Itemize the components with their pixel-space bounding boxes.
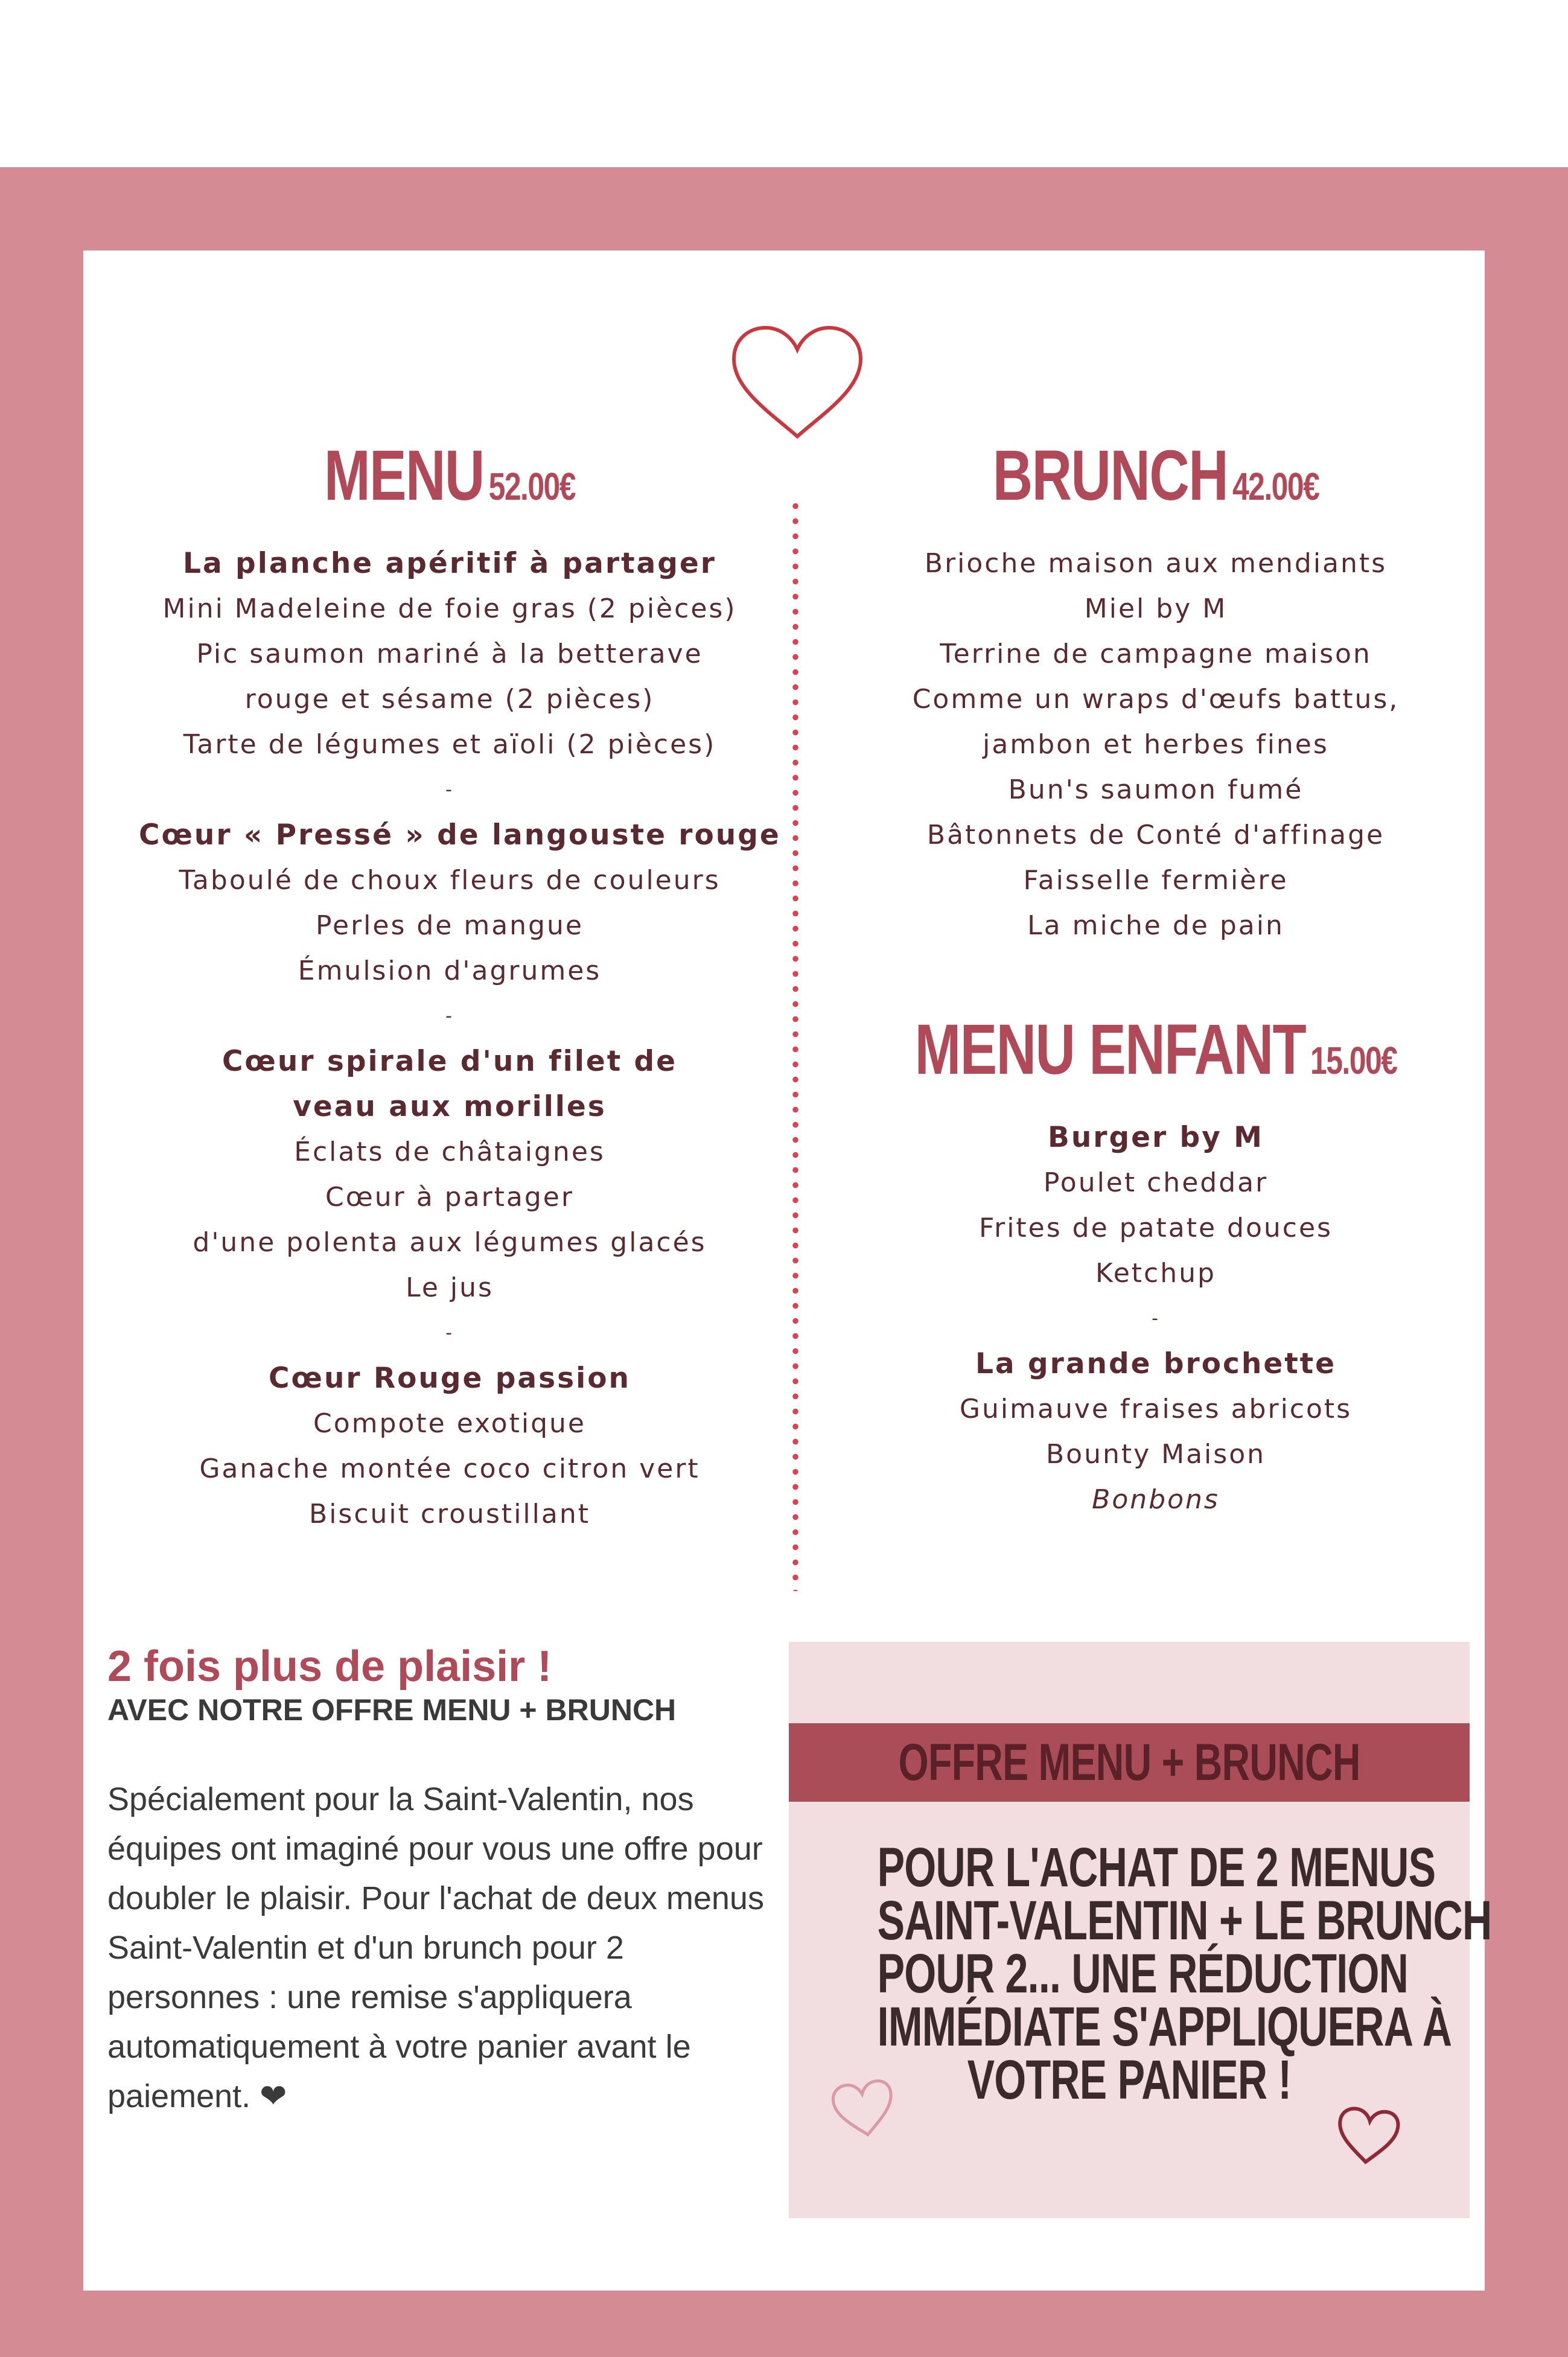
menu-heading [207,435,692,517]
enfant-item-line: Bounty Maison [1045,1439,1266,1470]
brunch-item-line: Bun's saumon fumé [1008,774,1304,805]
enfant-item-line: La grande brochette [975,1347,1337,1380]
offer-line: VOTRE PANIER ! [967,2049,1292,2111]
menu-item-line: Pic saumon mariné à la betterave [196,639,703,669]
promo-text: Spécialement pour la Saint-Valentin, nos équipes ont imaginé pour vous une offre pour doubler le plaisir. Pour l'achat de deux menus Saint-Valentin et d'un brunch pour 2 personnes : une remise s'appliquera automatiquement à votre panier avant le paiement. ❤ [107,1781,764,2114]
offer-line: SAINT-VALENTIN + LE BRUNCH [877,1890,1492,1951]
enfant-item-line: Poulet cheddar [1043,1167,1269,1198]
enfant-item-line: Frites de patate douces [979,1213,1333,1243]
brunch-item-line: La miche de pain [1027,910,1284,941]
menu-items [139,541,781,1537]
menu-item-line: Biscuit croustillant [309,1499,590,1529]
menu-item-line: Tarte de légumes et aïoli (2 pièces) [183,729,716,760]
menu-price: 52.00€ [488,465,575,508]
enfant-title: MENU ENFANT [914,1010,1306,1089]
brunch-item-line: jambon et herbes fines [983,729,1329,760]
enfant-item-line: Guimauve fraises abricots [959,1394,1353,1424]
menu-item-line: d'une polenta aux légumes glacés [193,1227,707,1258]
promo-section [107,1642,777,2121]
brunch-items [845,541,1467,948]
brunch-title: BRUNCH [992,436,1228,515]
dotted-divider [791,499,800,1591]
enfant-item-line: Ketchup [1095,1258,1216,1289]
brunch-item-line: Miel by M [1084,593,1228,624]
menu-item-line: Cœur spirale d'un filet de [221,1045,678,1078]
menu-item-line: Cœur à partager [325,1182,574,1213]
menu-item-line: Ganache montée coco citron vert [199,1453,700,1484]
brunch-item-line: Bâtonnets de Conté d'affinage [926,820,1385,850]
offer-line: POUR 2... UNE RÉDUCTION [877,1943,1409,2005]
enfant-items [845,1115,1467,1522]
promo-title: 2 fois plus de plaisir ! [107,1642,552,1691]
menu-item-line: Perles de mangue [316,910,584,941]
enfant-heading [913,1009,1398,1091]
brunch-item-line: Terrine de campagne maison [940,639,1372,669]
menu-item-line: Cœur « Pressé » de langouste rouge [139,818,781,852]
offer-band [789,1723,1470,1802]
menu-item-line: Taboulé de choux fleurs de couleurs [179,865,721,896]
enfant-item-line: Burger by M [1048,1121,1264,1154]
heart-icon [729,323,865,444]
enfant-item-line: Bonbons [1092,1484,1220,1515]
menu-item-line: Cœur Rouge passion [269,1362,631,1395]
brunch-item-line: Faisselle fermière [1023,865,1289,896]
menu-item-line: - [445,779,454,800]
offer-line: POUR L'ACHAT DE 2 MENUS [877,1837,1436,1898]
menu-item-line: La planche apéritif à partager [183,547,716,580]
enfant-price: 15.00€ [1310,1039,1397,1082]
brunch-column [845,435,1467,1522]
menu-item-line: Émulsion d'agrumes [298,955,602,986]
heart-outline-icon [831,2079,897,2140]
menu-item-line: Compote exotique [313,1408,586,1439]
menu-title: MENU [324,436,484,515]
offer-box [789,1642,1492,2218]
menu-item-line: Mini Madeleine de foie gras (2 pièces) [162,593,737,624]
brunch-heading [913,435,1398,517]
brunch-item-line: Comme un wraps d'œufs battus, [912,684,1400,715]
offer-text [789,1837,1492,2111]
menu-item-line: Éclats de châtaignes [294,1137,605,1167]
menu-item-line: rouge et sésame (2 pièces) [244,684,655,715]
enfant-item-line: - [1152,1308,1160,1329]
offer-line: IMMÉDIATE S'APPLIQUERA À [877,1996,1452,2058]
menu-item-line: veau aux morilles [293,1090,607,1123]
menu-column [139,435,781,1537]
brunch-price: 42.00€ [1232,465,1319,508]
offer-band-label: OFFRE MENU + BRUNCH [898,1733,1360,1791]
heart-outline-icon [1335,2107,1401,2167]
promo-subtitle: AVEC NOTRE OFFRE MENU + BRUNCH [107,1693,677,1727]
menu-item-line: - [445,1322,454,1344]
brunch-item-line: Brioche maison aux mendiants [924,548,1388,579]
menu-item-line: - [445,1006,454,1027]
menu-item-line: Le jus [406,1272,494,1303]
